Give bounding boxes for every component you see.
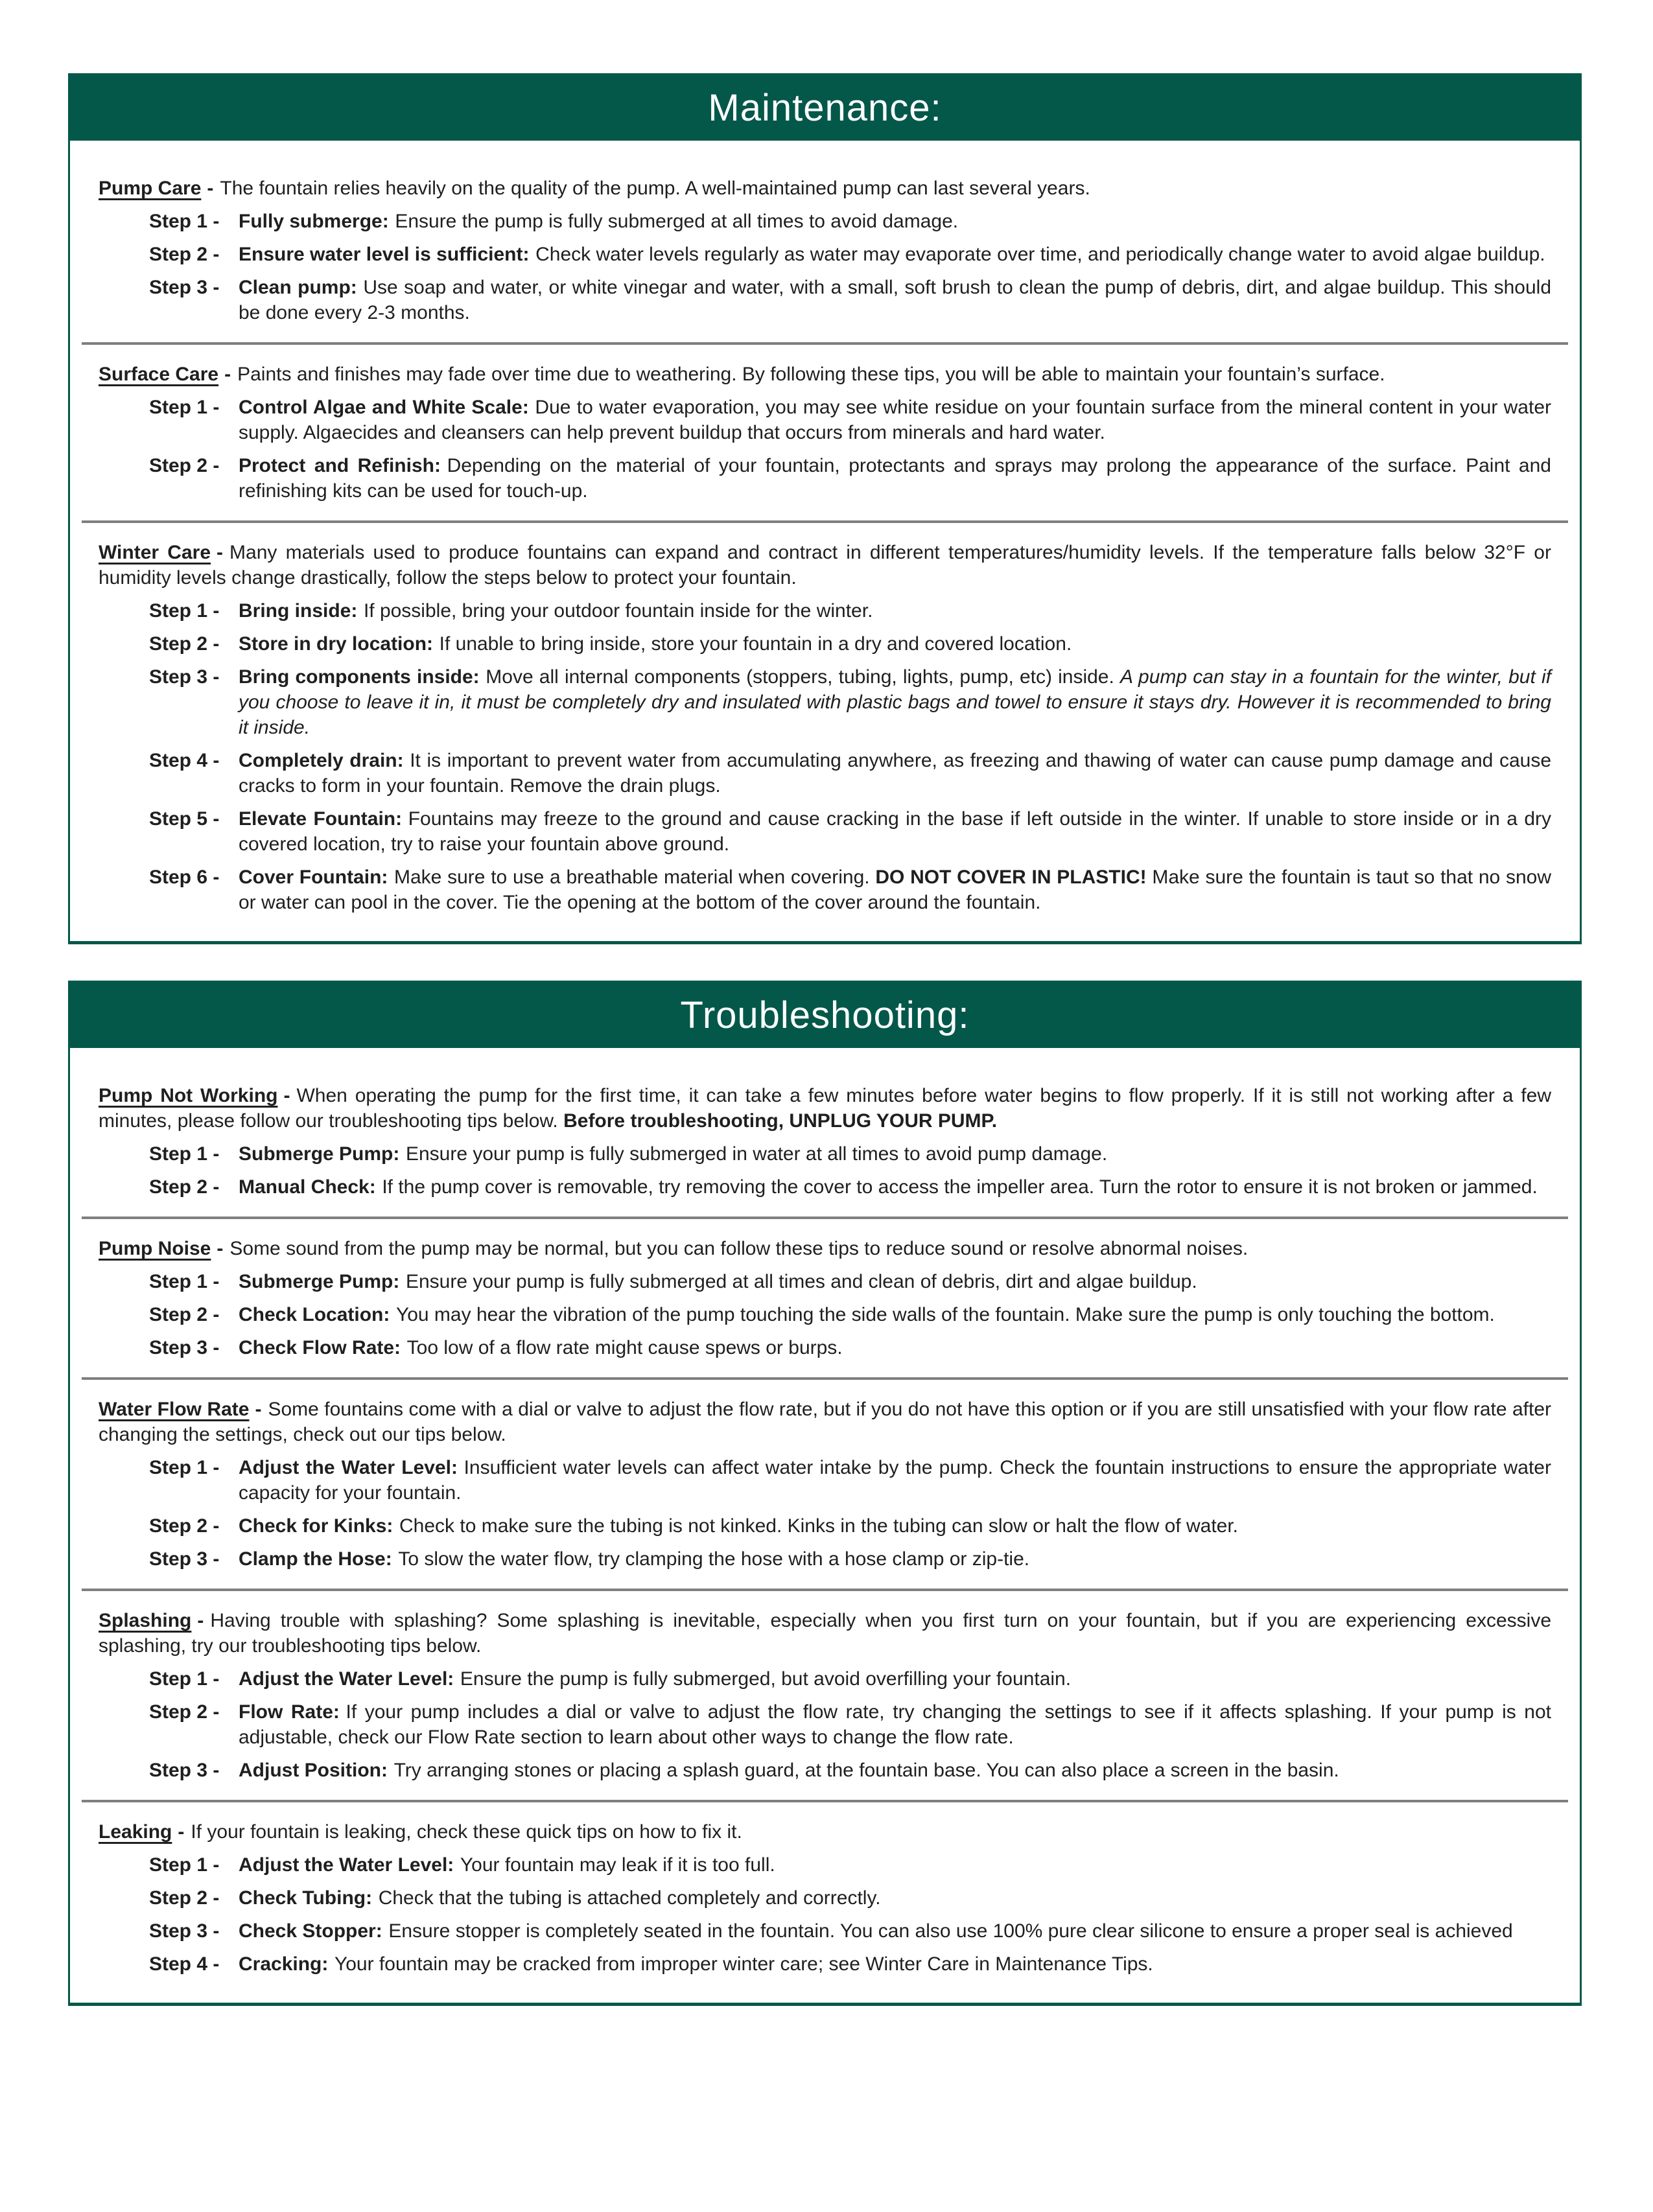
troubleshooting-header-bar xyxy=(70,983,1580,1048)
step-row xyxy=(149,395,1551,445)
step-marker: Step 1 - xyxy=(149,1271,220,1292)
step-row xyxy=(149,598,1551,623)
step-label: Store in dry location: xyxy=(239,633,434,655)
section-title: Pump Noise xyxy=(99,1238,211,1259)
section-title: Pump Not Working xyxy=(99,1085,278,1106)
step-label: Control Algae and White Scale: xyxy=(239,397,529,418)
step-label: Check Location: xyxy=(239,1304,390,1325)
step-label: Elevate Fountain: xyxy=(239,808,403,830)
step-text-segment: You may hear the vibration of the pump touching the side walls of the fountain. Make sure the pump is only touching the bottom. xyxy=(395,1304,1495,1325)
maintenance-body xyxy=(70,141,1580,941)
step-label: Cracking: xyxy=(239,1953,329,1975)
troubleshooting-title: Troubleshooting: xyxy=(680,994,970,1036)
step-marker: Step 3 - xyxy=(149,666,220,688)
step-row xyxy=(149,1951,1551,1977)
step-text-segment: If possible, bring your outdoor fountain inside for the winter. xyxy=(363,600,873,622)
step-label: Bring components inside: xyxy=(239,666,480,688)
step-row xyxy=(149,209,1551,234)
step-label: Clean pump: xyxy=(239,277,357,298)
section-intro xyxy=(99,1397,1551,1447)
step-text-segment: Ensure stopper is completely seated in the fountain. You can also use 100% pure clear silicone to ensure a proper seal is achieved xyxy=(388,1920,1513,1942)
step-marker: Step 4 - xyxy=(149,750,220,771)
section-title: Splashing xyxy=(99,1610,192,1631)
step-text-segment: Too low of a flow rate might cause spews or burps. xyxy=(406,1337,843,1358)
step-marker: Step 3 - xyxy=(149,1920,220,1942)
step-label: Check Stopper: xyxy=(239,1920,382,1942)
section-intro xyxy=(99,1608,1551,1659)
title-separator: - xyxy=(224,364,231,385)
step-marker: Step 3 - xyxy=(149,1760,220,1781)
step-label: Submerge Pump: xyxy=(239,1143,400,1165)
section-divider xyxy=(82,342,1568,345)
step-text-segment: Fountains may freeze to the ground and cause cracking in the base if left outside in the winter. If unable to store inside or in a dry covered location, try to raise your fountain above ground. xyxy=(239,808,1552,855)
maintenance-panel xyxy=(68,73,1582,944)
troubleshooting-body xyxy=(70,1048,1580,2003)
step-label: Fully submerge: xyxy=(239,211,389,232)
step-label: Cover Fountain: xyxy=(239,867,388,888)
title-separator: - xyxy=(178,1821,185,1843)
step-row xyxy=(149,453,1551,504)
step-marker: Step 2 - xyxy=(149,1887,220,1909)
step-text-segment: Make sure the fountain is taut so that no snow or water can pool in the cover. Tie the opening at the bottom of the cover around the fountain. xyxy=(239,867,1551,913)
step-text-segment: Move all internal components (stoppers, tubing, lights, pump, etc) inside. xyxy=(486,666,1120,688)
step-text-segment: Try arranging stones or placing a splash guard, at the fountain base. You can also place a screen in the basin. xyxy=(393,1760,1339,1781)
section-title: Winter Care xyxy=(99,542,211,563)
step-marker: Step 1 - xyxy=(149,211,220,232)
step-marker: Step 2 - xyxy=(149,633,220,655)
step-row xyxy=(149,664,1551,740)
title-separator: - xyxy=(207,178,214,199)
section-divider xyxy=(82,1377,1568,1380)
intro-text-segment: Having trouble with splashing? Some splashing is inevitable, especially when you first turn on your fountain, but if you are experiencing excessive splashing, try our troubleshooting tips below. xyxy=(99,1610,1551,1657)
step-row xyxy=(149,1699,1551,1750)
step-label: Ensure water level is sufficient: xyxy=(239,244,530,265)
section-divider xyxy=(82,1800,1568,1802)
step-marker: Step 1 - xyxy=(149,1668,220,1690)
step-label: Check Tubing: xyxy=(239,1887,373,1909)
step-text-segment: Check to make sure the tubing is not kinked. Kinks in the tubing can slow or halt the flow of water. xyxy=(399,1515,1239,1537)
step-text-segment: Insufficient water levels can affect water intake by the pump. Check the fountain instructions to ensure the appropriate water capacity for your fountain. xyxy=(239,1457,1551,1504)
section-intro xyxy=(99,540,1551,590)
intro-text-segment: When operating the pump for the first time, it can take a few minutes before water begins to flow properly. If it is still not working after a few minutes, please follow our troubleshooting tips below. xyxy=(99,1085,1551,1132)
step-marker: Step 2 - xyxy=(149,1176,220,1198)
step-row xyxy=(149,1666,1551,1692)
maintenance-header-bar xyxy=(70,75,1580,141)
step-label: Adjust the Water Level: xyxy=(239,1854,454,1876)
step-marker: Step 3 - xyxy=(149,277,220,298)
intro-text-segment: Some fountains come with a dial or valve to adjust the flow rate, but if you do not have this option or if you are still unsatisfied with your flow rate after changing the settings, check out our tips below. xyxy=(99,1399,1551,1445)
step-text-segment: To slow the water flow, try clamping the hose with a hose clamp or zip-tie. xyxy=(398,1548,1030,1570)
step-label: Submerge Pump: xyxy=(239,1271,400,1292)
step-marker: Step 4 - xyxy=(149,1953,220,1975)
section-divider xyxy=(82,1589,1568,1591)
section-intro xyxy=(99,176,1551,201)
step-marker: Step 1 - xyxy=(149,1457,220,1478)
step-row xyxy=(149,1546,1551,1572)
step-row xyxy=(149,1513,1551,1539)
step-row xyxy=(149,1885,1551,1911)
title-separator: - xyxy=(217,1238,224,1259)
title-separator: - xyxy=(217,542,224,563)
section-intro xyxy=(99,362,1551,387)
page xyxy=(0,73,1653,2212)
step-row xyxy=(149,1455,1551,1506)
maintenance-title: Maintenance: xyxy=(708,87,942,129)
section-title: Leaking xyxy=(99,1821,172,1843)
step-label: Adjust the Water Level: xyxy=(239,1668,454,1690)
step-label: Check Flow Rate: xyxy=(239,1337,401,1358)
intro-text-segment: If your fountain is leaking, check these quick tips on how to fix it. xyxy=(191,1821,742,1843)
step-text-segment: Check that the tubing is attached completely and correctly. xyxy=(378,1887,881,1909)
step-label: Bring inside: xyxy=(239,600,358,622)
step-label: Protect and Refinish: xyxy=(239,455,441,476)
title-separator: - xyxy=(197,1610,204,1631)
section-title: Pump Care xyxy=(99,178,202,199)
step-marker: Step 6 - xyxy=(149,867,220,888)
step-text-segment: Your fountain may leak if it is too full. xyxy=(460,1854,775,1876)
section-intro xyxy=(99,1083,1551,1134)
step-row xyxy=(149,1269,1551,1294)
step-label: Clamp the Hose: xyxy=(239,1548,392,1570)
step-marker: Step 2 - xyxy=(149,455,220,476)
step-marker: Step 2 - xyxy=(149,1701,220,1723)
step-row xyxy=(149,806,1551,857)
step-text-segment: Ensure the pump is fully submerged, but avoid overfilling your fountain. xyxy=(460,1668,1072,1690)
step-row xyxy=(149,1852,1551,1878)
step-row xyxy=(149,242,1551,267)
step-text-segment: Ensure your pump is fully submerged in water at all times to avoid pump damage. xyxy=(405,1143,1108,1165)
step-text-segment: Make sure to use a breathable material when covering. xyxy=(394,867,876,888)
step-label: Manual Check: xyxy=(239,1176,376,1198)
step-marker: Step 3 - xyxy=(149,1548,220,1570)
step-text-segment: If the pump cover is removable, try removing the cover to access the impeller area. Turn the rotor to ensure it is not broken or jammed. xyxy=(382,1176,1538,1198)
step-marker: Step 1 - xyxy=(149,600,220,622)
step-marker: Step 2 - xyxy=(149,1515,220,1537)
step-label: Check for Kinks: xyxy=(239,1515,393,1537)
step-text-segment: DO NOT COVER IN PLASTIC! xyxy=(875,867,1147,888)
step-marker: Step 2 - xyxy=(149,244,220,265)
section-intro xyxy=(99,1236,1551,1261)
step-text-segment: If your pump includes a dial or valve to adjust the flow rate, try changing the settings to see if it affects splashing. If your pump is not adjustable, check our Flow Rate section to learn about other ways to change the flow rate. xyxy=(239,1701,1551,1748)
step-text-segment: A pump can stay in a fountain for the winter, but if you choose to leave it in, it must be completely dry and insulated with plastic bags and towel to ensure it stays dry. However it is recommended to bring it inside. xyxy=(239,666,1551,738)
step-marker: Step 1 - xyxy=(149,1854,220,1876)
step-row xyxy=(149,1141,1551,1167)
step-marker: Step 1 - xyxy=(149,397,220,418)
step-marker: Step 5 - xyxy=(149,808,220,830)
section-title: Surface Care xyxy=(99,364,219,385)
step-marker: Step 2 - xyxy=(149,1304,220,1325)
intro-text-segment: Paints and finishes may fade over time due to weathering. By following these tips, you will be able to maintain your fountain’s surface. xyxy=(237,364,1385,385)
section-divider xyxy=(82,1217,1568,1219)
section-intro xyxy=(99,1819,1551,1845)
step-row xyxy=(149,275,1551,325)
step-text-segment: If unable to bring inside, store your fountain in a dry and covered location. xyxy=(439,633,1072,655)
intro-text-segment: Some sound from the pump may be normal, but you can follow these tips to reduce sound or resolve abnormal noises. xyxy=(229,1238,1249,1259)
section-title: Water Flow Rate xyxy=(99,1399,250,1420)
step-text-segment: Use soap and water, or white vinegar and water, with a small, soft brush to clean the pump of debris, dirt, and algae buildup. This should be done every 2-3 months. xyxy=(239,277,1552,323)
step-text-segment: Your fountain may be cracked from improper winter care; see Winter Care in Maintenance Tips. xyxy=(334,1953,1153,1975)
step-label: Flow Rate: xyxy=(239,1701,340,1723)
step-row xyxy=(149,1758,1551,1783)
title-separator: - xyxy=(255,1399,262,1420)
intro-text-segment: Many materials used to produce fountains can expand and contract in different temperatures/humidity levels. If the temperature falls below 32°F or humidity levels change drastically, follow the steps below to protect your fountain. xyxy=(99,542,1551,588)
step-marker: Step 3 - xyxy=(149,1337,220,1358)
step-row xyxy=(149,1918,1551,1944)
title-separator: - xyxy=(283,1085,290,1106)
step-label: Adjust Position: xyxy=(239,1760,388,1781)
step-text-segment: It is important to prevent water from accumulating anywhere, as freezing and thawing of water can cause pump damage and cause cracks to form in your fountain. Remove the drain plugs. xyxy=(239,750,1551,797)
step-row xyxy=(149,1302,1551,1327)
step-text-segment: Due to water evaporation, you may see white residue on your fountain surface from the mineral content in your water supply. Algaecides and cleansers can help prevent buildup that occurs from minerals and hard water. xyxy=(239,397,1551,443)
intro-text-segment: Before troubleshooting, UNPLUG YOUR PUMP. xyxy=(563,1110,998,1132)
step-text-segment: Ensure the pump is fully submerged at all times to avoid damage. xyxy=(395,211,959,232)
step-label: Completely drain: xyxy=(239,750,404,771)
step-row xyxy=(149,865,1551,915)
step-marker: Step 1 - xyxy=(149,1143,220,1165)
step-row xyxy=(149,631,1551,657)
troubleshooting-panel xyxy=(68,981,1582,2006)
section-divider xyxy=(82,520,1568,523)
step-label: Adjust the Water Level: xyxy=(239,1457,458,1478)
step-row xyxy=(149,1174,1551,1200)
step-row xyxy=(149,748,1551,798)
step-row xyxy=(149,1335,1551,1360)
step-text-segment: Check water levels regularly as water may evaporate over time, and periodically change water to avoid algae buildup. xyxy=(535,244,1545,265)
step-text-segment: Ensure your pump is fully submerged at all times and clean of debris, dirt and algae buildup. xyxy=(405,1271,1197,1292)
intro-text-segment: The fountain relies heavily on the quality of the pump. A well-maintained pump can last several years. xyxy=(220,178,1090,199)
step-text-segment: Depending on the material of your fountain, protectants and sprays may prolong the appearance of the surface. Paint and refinishing kits can be used for touch-up. xyxy=(239,455,1551,502)
